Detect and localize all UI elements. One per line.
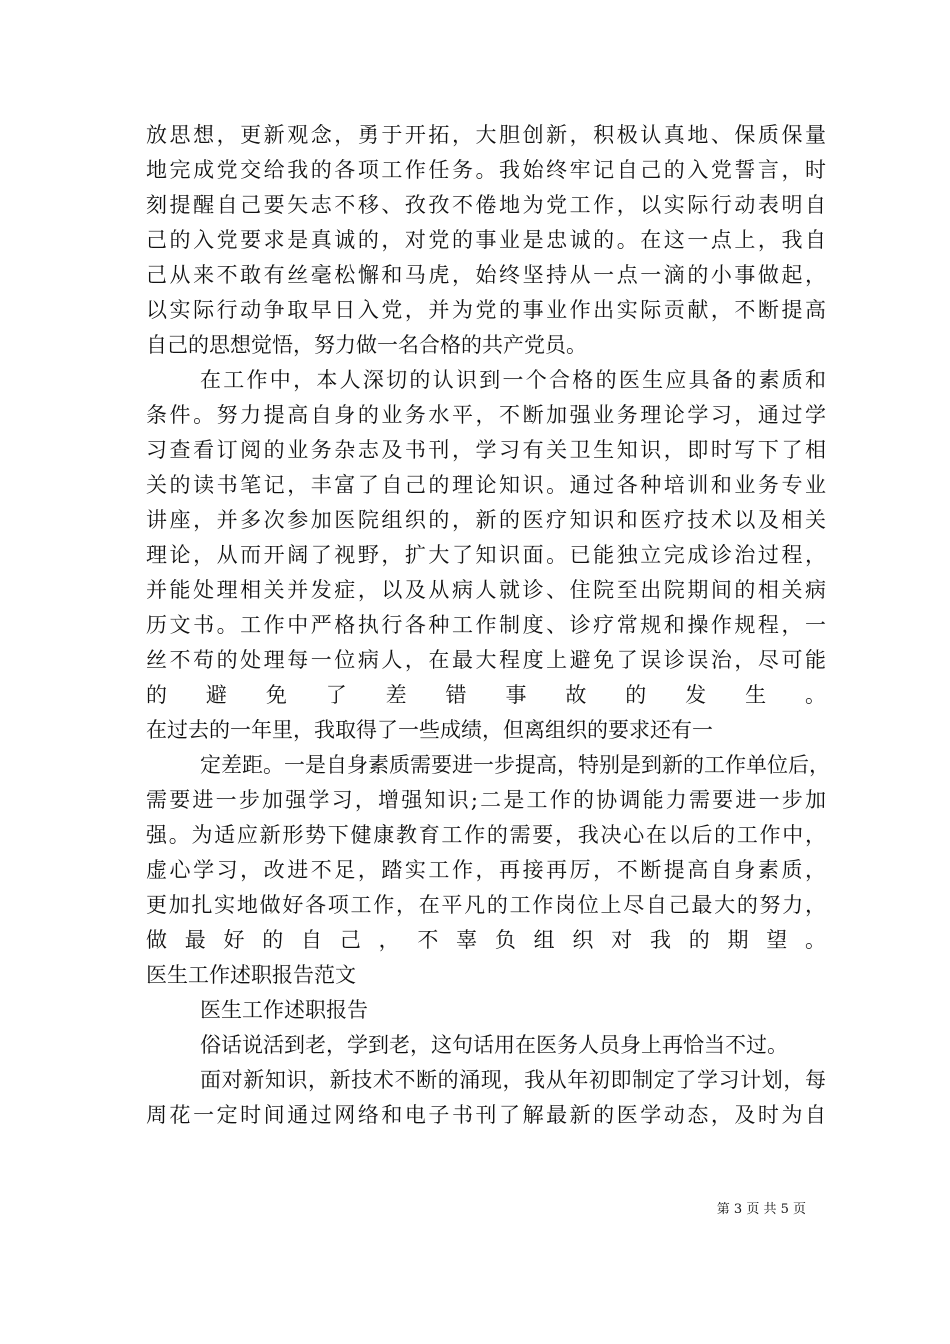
text-line: 己的入党要求是真诚的，对党的事业是忠诚的。在这一点上，我自	[146, 228, 826, 252]
text-line: 的避免了差错事故的发生。	[146, 683, 826, 707]
text-line: 关的读书笔记，丰富了自己的理论知识。通过各种培训和业务专业	[146, 473, 826, 497]
text-line: 做最好的自己，不辜负组织对我的期望。	[146, 928, 826, 952]
text-line: 面对新知识，新技术不断的涌现，我从年初即制定了学习计划，每	[200, 1068, 826, 1092]
text-line: 并能处理相关并发症，以及从病人就诊、住院至出院期间的相关病	[146, 578, 826, 602]
text-line: 条件。努力提高自身的业务水平，不断加强业务理论学习，通过学	[146, 403, 826, 427]
text-line: 丝不苟的处理每一位病人，在最大程度上避免了误诊误治，尽可能	[146, 648, 826, 672]
text-line: 地完成党交给我的各项工作任务。我始终牢记自己的入党誓言，时	[146, 158, 826, 182]
text-line: 以实际行动争取早日入党，并为党的事业作出实际贡献，不断提高	[146, 298, 826, 322]
text-line: 理论，从而开阔了视野，扩大了知识面。已能独立完成诊治过程，	[146, 543, 826, 567]
text-line: 在工作中，本人深切的认识到一个合格的医生应具备的素质和	[200, 368, 826, 392]
text-line: 医生工作述职报告范文	[146, 963, 356, 987]
text-line: 习查看订阅的业务杂志及书刊，学习有关卫生知识，即时写下了相	[146, 438, 826, 462]
text-line: 在过去的一年里，我取得了一些成绩，但离组织的要求还有一	[146, 718, 713, 742]
text-line: 讲座，并多次参加医院组织的，新的医疗知识和医疗技术以及相关	[146, 508, 826, 532]
document-body	[146, 118, 830, 1168]
text-line: 历文书。工作中严格执行各种工作制度、诊疗常规和操作规程，一	[146, 613, 826, 637]
text-line: 定差距。一是自身素质需要进一步提高，特别是到新的工作单位后，	[200, 753, 830, 777]
text-line: 需要进一步加强学习，增强知识;二是工作的协调能力需要进一步加	[146, 788, 826, 812]
section-heading: 医生工作述职报告	[200, 998, 368, 1022]
text-line: 强。为适应新形势下健康教育工作的需要，我决心在以后的工作中，	[146, 823, 826, 847]
section-heading: 俗话说活到老，学到老，这句话用在医务人员身上再恰当不过。	[200, 1033, 788, 1057]
text-line: 己从来不敢有丝毫松懈和马虎，始终坚持从一点一滴的小事做起，	[146, 263, 826, 287]
text-line: 放思想，更新观念，勇于开拓，大胆创新，积极认真地、保质保量	[146, 123, 826, 147]
text-line: 刻提醒自己要矢志不移、孜孜不倦地为党工作，以实际行动表明自	[146, 193, 826, 217]
text-line	[146, 1133, 826, 1168]
text-line: 周花一定时间通过网络和电子书刊了解最新的医学动态，及时为自	[146, 1103, 826, 1127]
text-line: 更加扎实地做好各项工作，在平凡的工作岗位上尽自己最大的努力，	[146, 893, 826, 917]
page-number-footer: 第 3 页 共 5 页	[716, 1202, 806, 1217]
text-line: 虚心学习，改进不足，踏实工作，再接再厉，不断提高自身素质，	[146, 858, 826, 882]
text-line: 自己的思想觉悟，努力做一名合格的共产党员。	[146, 333, 587, 357]
